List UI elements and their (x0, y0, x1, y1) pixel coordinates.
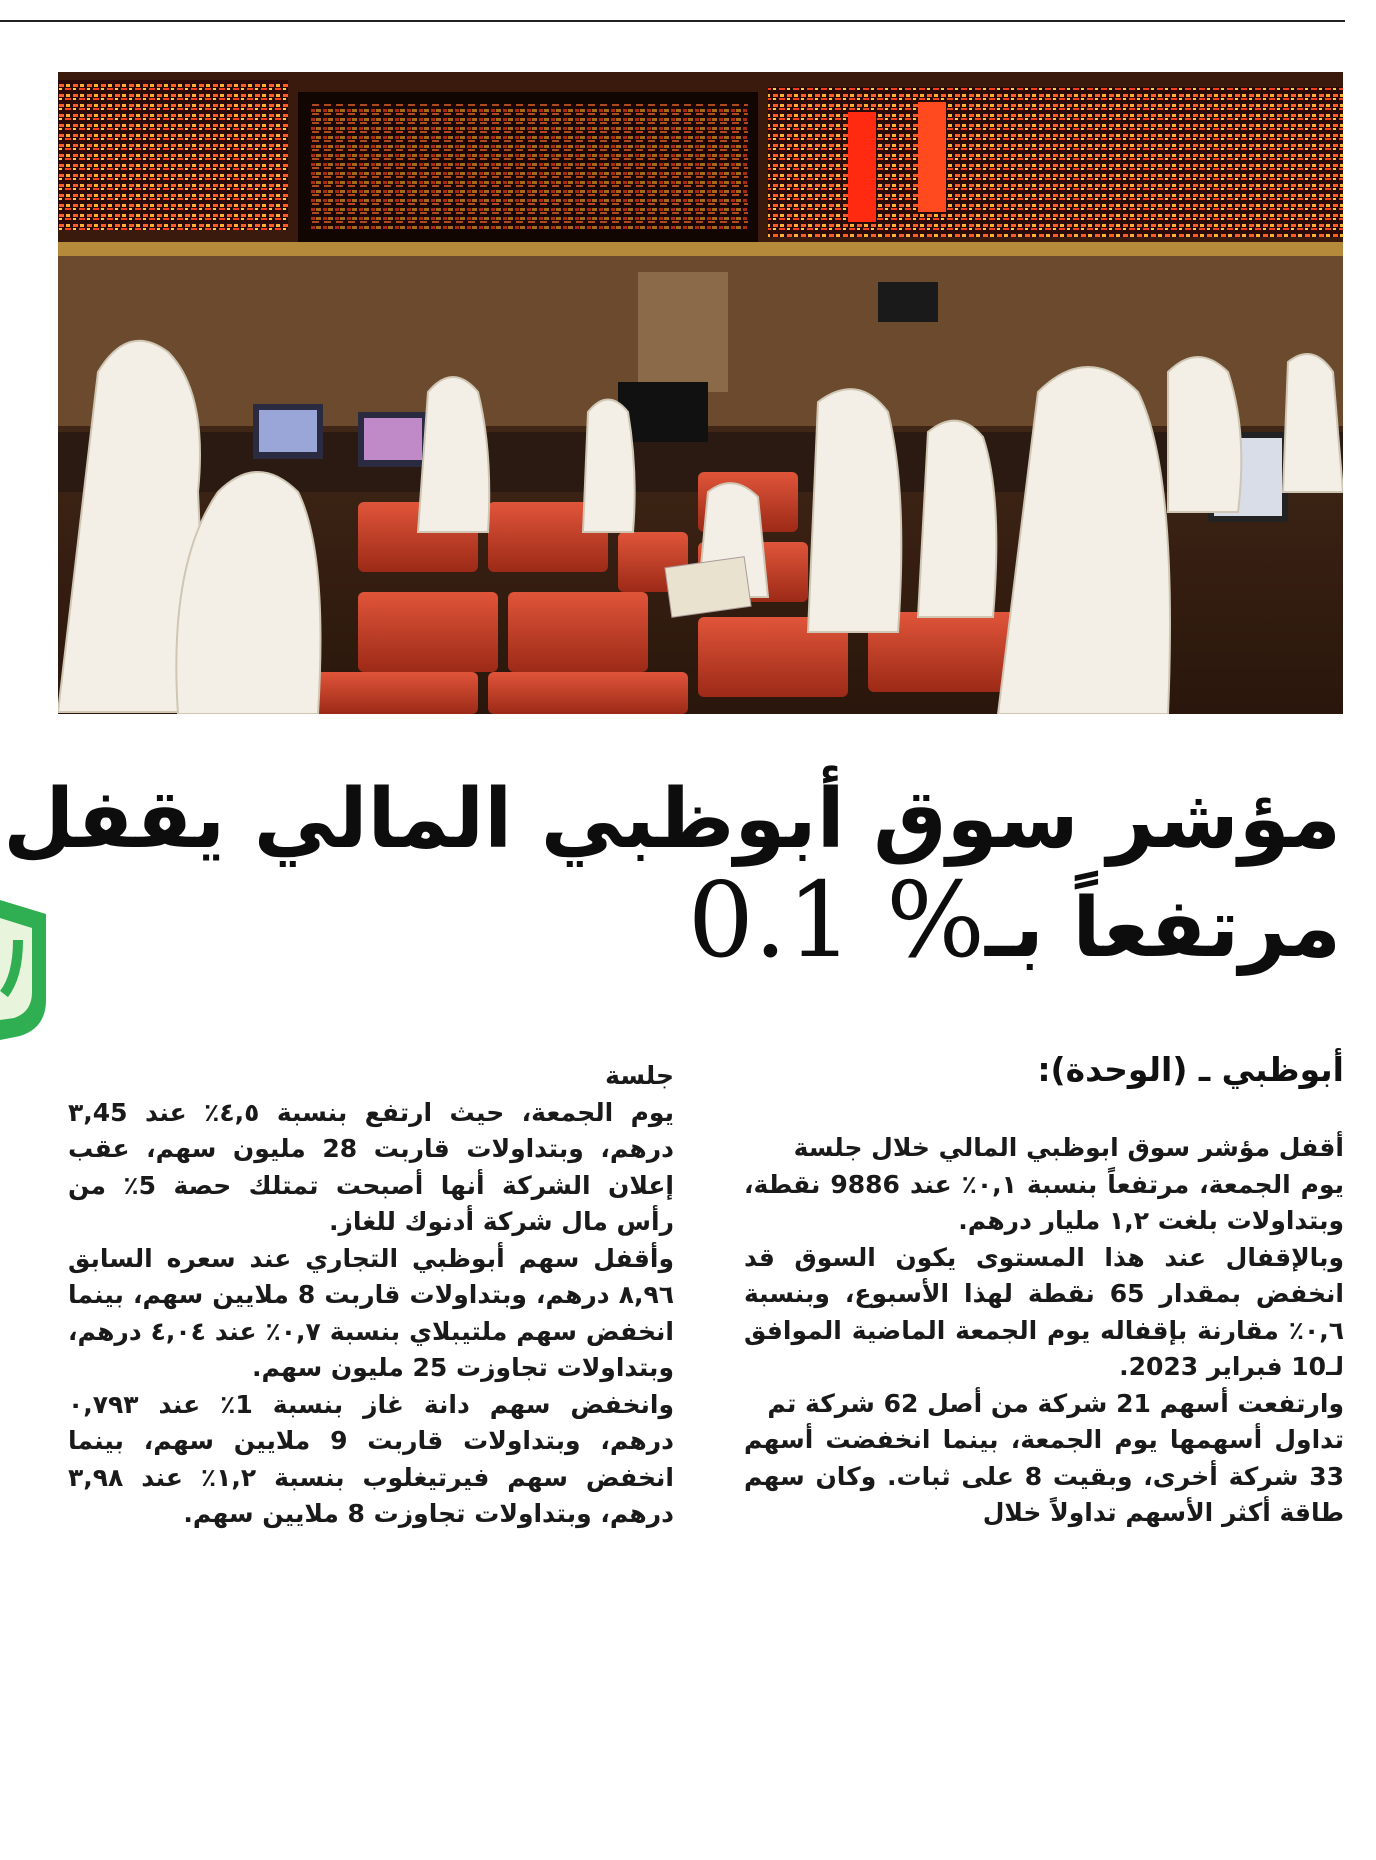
article-column-left (68, 1058, 674, 1533)
headline-prefix: مرتفعاً بـ (984, 881, 1341, 976)
trading-floor-illustration (58, 72, 1343, 714)
article-dateline: أبوظبي ـ (الوحدة): (1037, 1050, 1344, 1089)
article-column-right (744, 1130, 1344, 1532)
paragraph: وارتفعت أسهم 21 شركة من أصل 62 شركة تم (767, 1388, 1344, 1418)
paragraph: وانخفض سهم دانة غاز بنسبة 1٪ عند ٠,٧٩٣ درهم، وبتداولات قاربت 9 ملايين سهم، بينما انخفض سهم فيرتيغلوب بنسبة ١,٢٪ عند ٣,٩٨ درهم، وبتداولات تجاوزت 8 ملايين سهم. (68, 1389, 674, 1528)
article-headline (3, 770, 1341, 981)
top-rule (0, 20, 1345, 22)
paragraph: جلسة (605, 1061, 674, 1090)
trading-floor-photo (58, 72, 1343, 714)
paragraph: يوم الجمعة، مرتفعاً بنسبة ٠,١٪ عند 9886 نقطة، وبتداولات بلغت ١,٢ مليار درهم. (744, 1169, 1345, 1235)
paragraph: أقفل مؤشر سوق ابوظبي المالي خلال جلسة (793, 1133, 1344, 1162)
publication-badge-icon (0, 900, 52, 1040)
headline-percent: 0.1 % (687, 859, 985, 981)
paragraph: وبالإقفال عند هذا المستوى يكون السوق قد انخفض بمقدار 65 نقطة لهذا الأسبوع، وبنسبة ٠,٦٪ مقارنة بإقفاله يوم الجمعة الماضية الموافق لـ10 فبراير 2023. (744, 1242, 1344, 1381)
headline-line-2 (51, 859, 1341, 981)
paragraph: وأقفل سهم أبوظبي التجاري عند سعره السابق ٨,٩٦ درهم، وبتداولات قاربت 8 ملايين سهم، بينما انخفض سهم ملتيبلاي بنسبة ٠,٧٪ عند ٤,٠٤ درهم، وبتداولات تجاوزت 25 مليون سهم. (68, 1243, 674, 1382)
headline-line-1: مؤشر سوق أبوظبي المالي يقفل (3, 772, 1341, 867)
paragraph: يوم الجمعة، حيث ارتفع بنسبة ٤,٥٪ عند ٣,45 درهم، وبتداولات قاربت 28 مليون سهم، عقب إعلان الشركة أنها أصبحت تمتلك حصة 5٪ من رأس مال شركة أدنوك للغاز. (68, 1097, 674, 1236)
paragraph: تداول أسهمها يوم الجمعة، بينما انخفضت أسهم 33 شركة أخرى، وبقيت 8 على ثبات. وكان سهم طاقة أكثر الأسهم تداولاً خلال (744, 1425, 1344, 1527)
